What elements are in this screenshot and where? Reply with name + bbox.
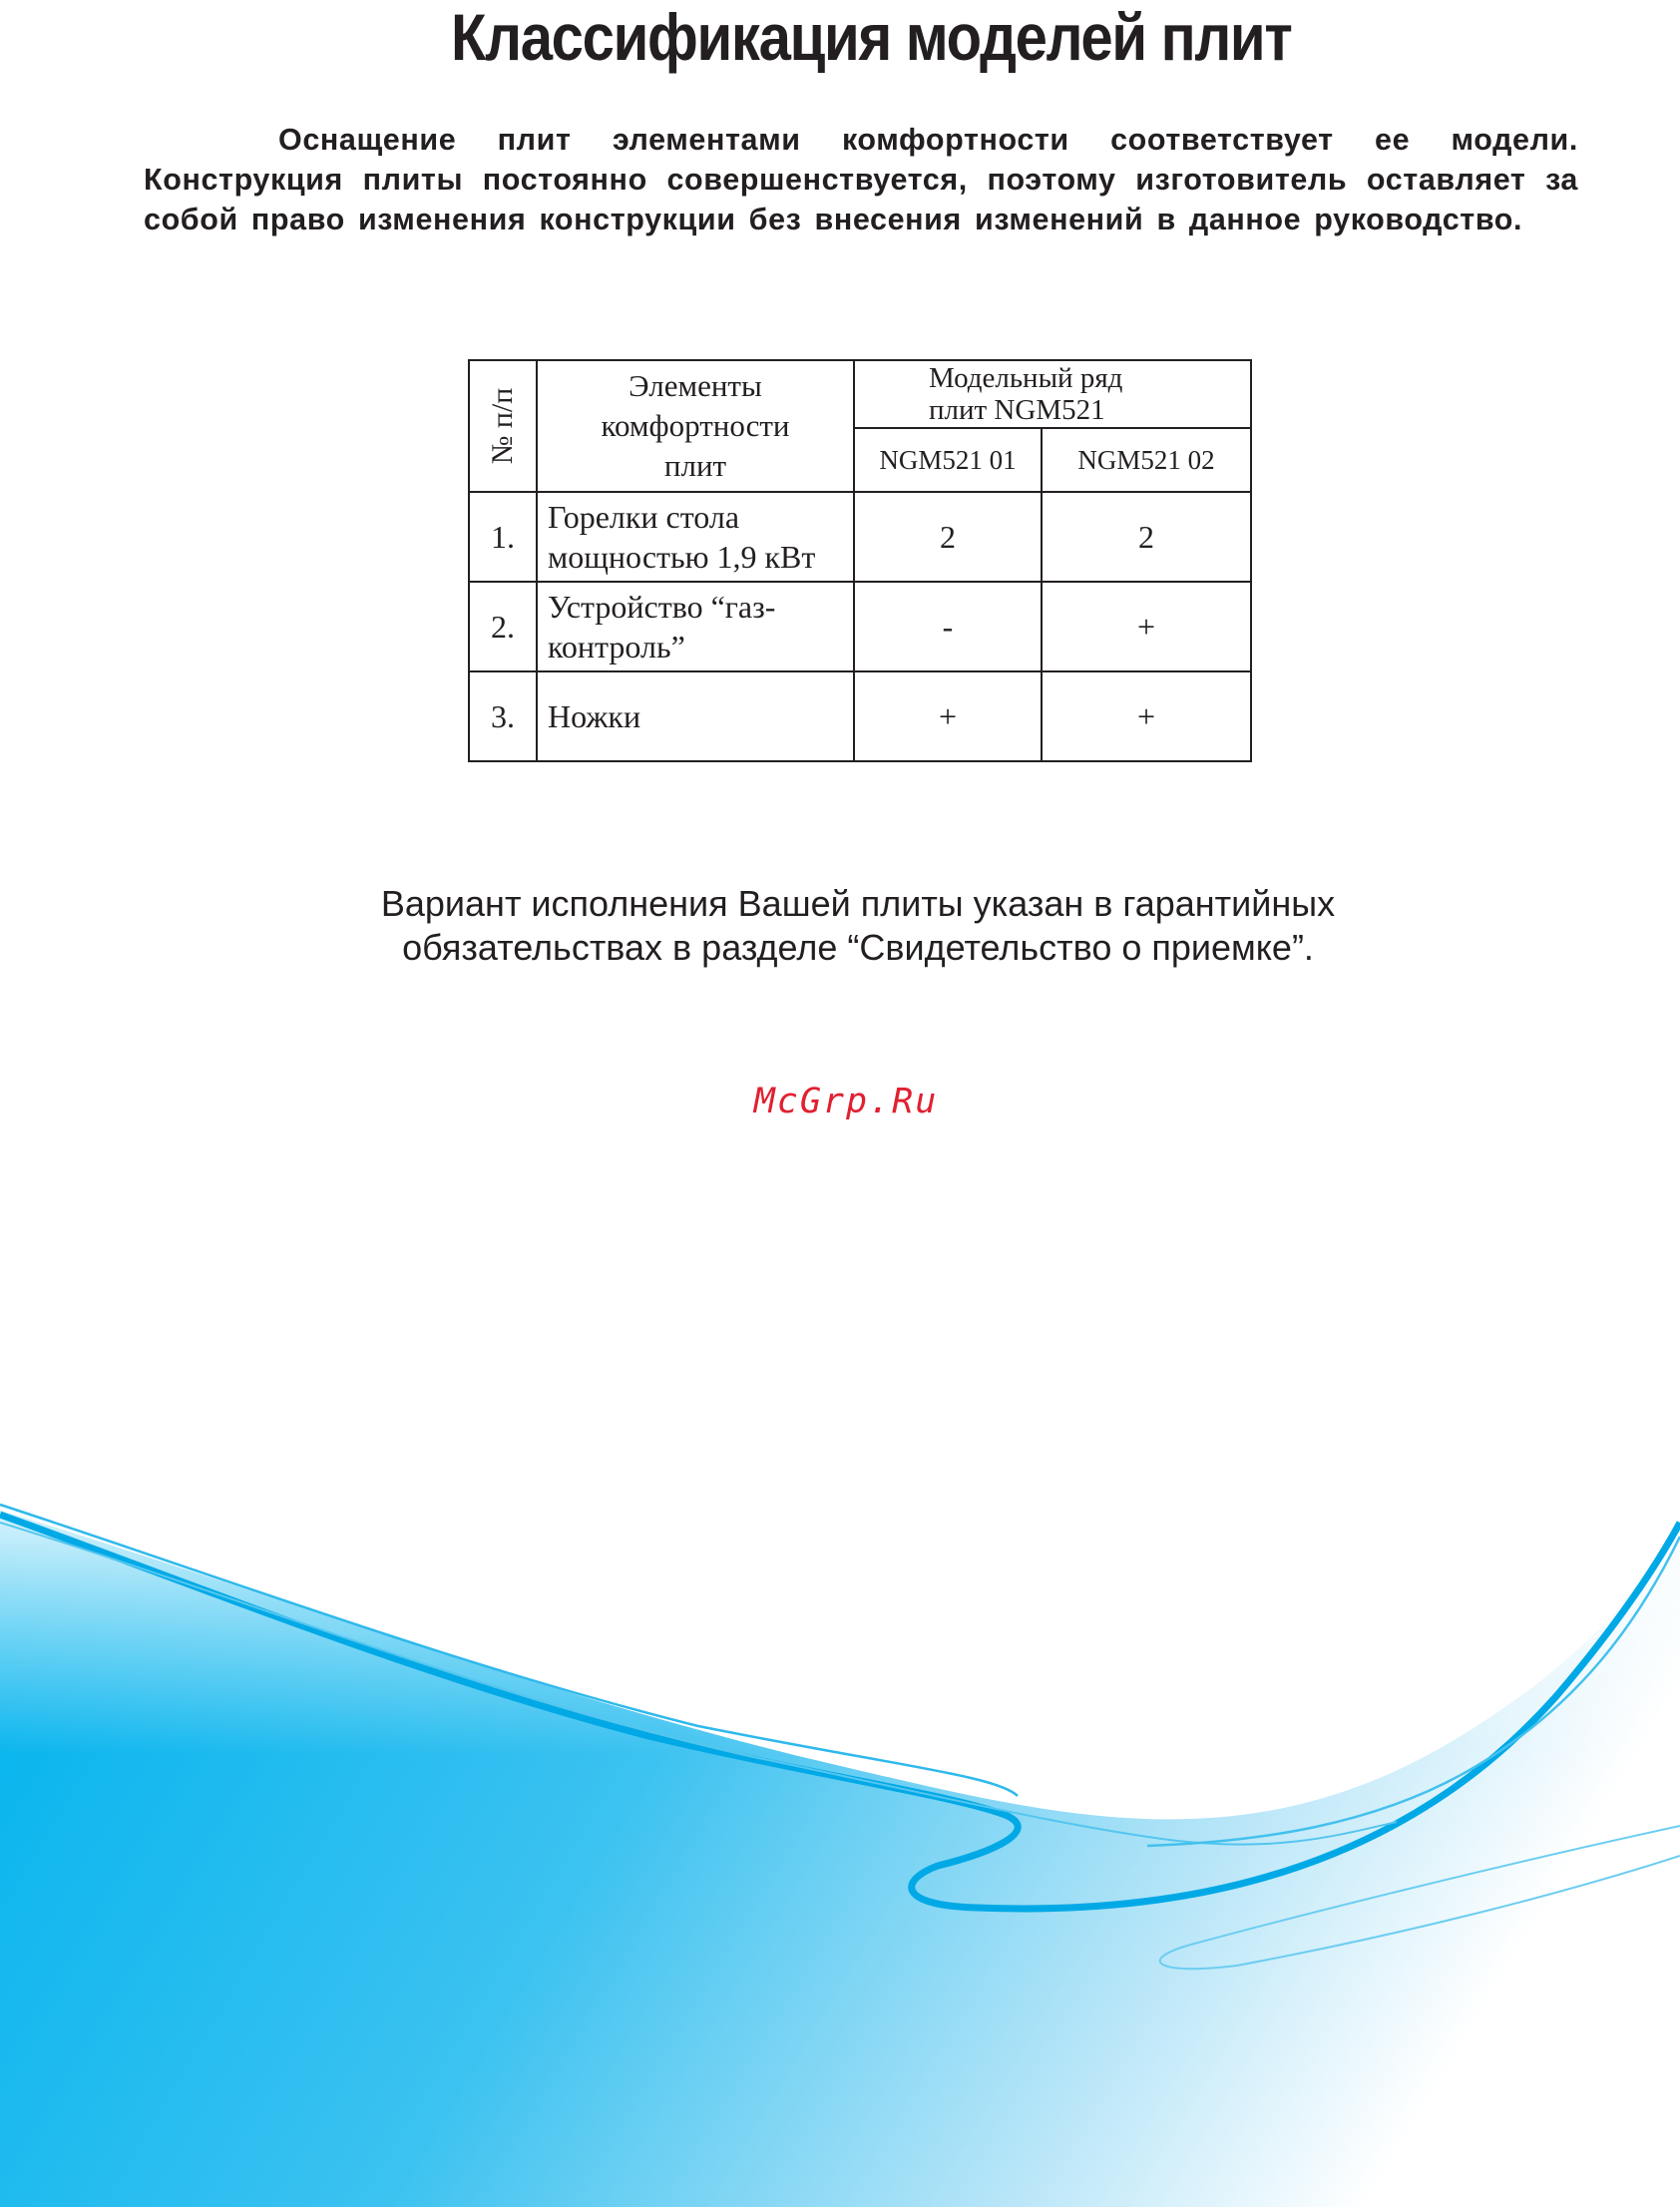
page-title: Классификация моделей плит <box>451 0 1292 74</box>
row-number: 3. <box>469 671 537 761</box>
wave-highlight <box>0 1511 1680 2207</box>
row-element-name: Ножки <box>537 671 854 761</box>
row-element-name: Горелки стола мощностью 1,9 кВт <box>537 492 854 582</box>
header-model-1: NGM521 01 <box>854 428 1042 492</box>
row-value-model-1: 2 <box>854 492 1042 582</box>
table-row <box>469 582 1251 671</box>
header-number-label: № п/п <box>486 387 519 465</box>
row-value-model-1: + <box>854 671 1042 761</box>
row-element-name <box>537 582 854 671</box>
header-elements-label: Элементы комфортности плит <box>601 368 790 483</box>
row-value-model-1: - <box>854 582 1042 671</box>
header-model-range-label: Модельный ряд плит NGM521 <box>929 362 1123 426</box>
intro-paragraph: Оснащение плит элементами комфортности соответствует ее модели. Конструкция плиты постоянно совершенствуется, поэтому изготовитель оставляет за собой право изменения конструкции без внесения изменений в данное руководство. <box>144 123 1578 236</box>
header-elements <box>537 360 854 492</box>
row-value-model-2: + <box>1042 671 1251 761</box>
table-header-row <box>469 360 1251 428</box>
row-value-model-2: + <box>1042 582 1251 671</box>
watermark: McGrp.Ru <box>753 1082 939 1121</box>
decorative-wave-background <box>0 1497 1680 2207</box>
row-element-name-text: Устройство “газ-контроль” <box>548 589 776 664</box>
header-number <box>469 360 537 492</box>
row-number: 2. <box>469 582 537 671</box>
comfort-elements-table <box>468 359 1252 762</box>
variant-note-line-1: Вариант исполнения Вашей плиты указан в гарантийных <box>380 883 1336 924</box>
table-row <box>469 671 1251 761</box>
table-row <box>469 492 1251 582</box>
variant-note-line-2: обязательствах в разделе “Свидетельство о приемке”. <box>402 927 1314 968</box>
row-value-model-2: 2 <box>1042 492 1251 582</box>
variant-note <box>0 882 1680 970</box>
header-model-range <box>854 360 1251 428</box>
header-model-2: NGM521 02 <box>1042 428 1251 492</box>
row-number: 1. <box>469 492 537 582</box>
